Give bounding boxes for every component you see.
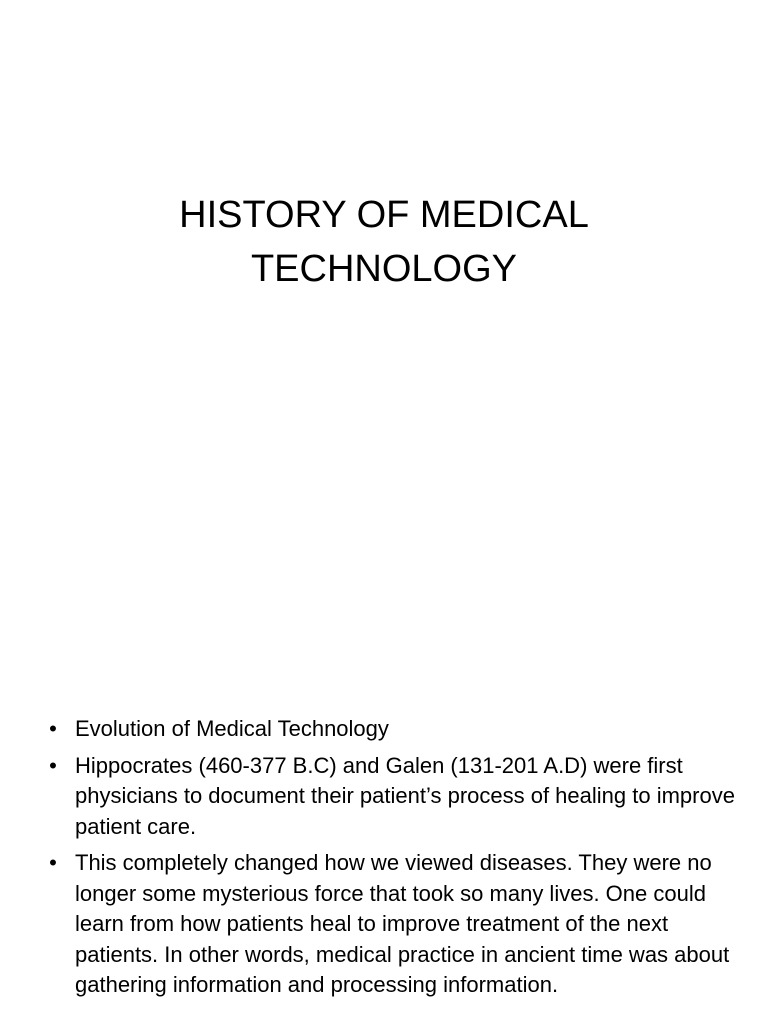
bullet-item bbox=[49, 714, 735, 745]
bullet-text: This completely changed how we viewed diseases. They were no longer some mysterious force that took so many lives. One could learn from how patients heal to improve treatment of the next patients. In other words, medical practice in ancient time was about gathering information and processing information. bbox=[75, 850, 730, 997]
bullet-item bbox=[49, 848, 735, 1001]
bullet-item bbox=[49, 751, 735, 843]
bullet-dot-icon: • bbox=[49, 850, 57, 875]
slide-title-line-1: HISTORY OF MEDICAL bbox=[179, 194, 589, 236]
bullet-dot-icon: • bbox=[49, 716, 57, 741]
bullet-text: Hippocrates (460-377 B.C) and Galen (131-201 A.D) were first physicians to document their patient’s process of healing to improve patient care. bbox=[75, 752, 735, 839]
bullet-list bbox=[49, 714, 735, 1007]
slide-title bbox=[84, 188, 684, 296]
bullet-text: Evolution of Medical Technology bbox=[75, 716, 389, 741]
slide-title-line-2: TECHNOLOGY bbox=[250, 248, 518, 290]
bullet-dot-icon: • bbox=[49, 752, 57, 778]
